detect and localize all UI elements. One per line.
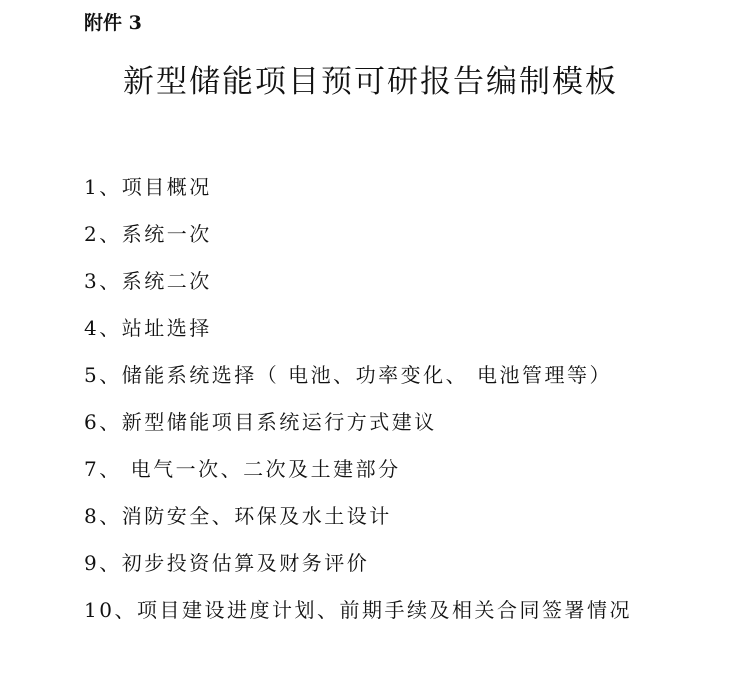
outline-item: 10、项目建设进度计划、前期手续及相关合同签署情况: [84, 598, 632, 622]
outline-item: 4、站址选择: [84, 316, 212, 340]
attachment-label: 附件 3: [84, 12, 142, 34]
outline-list: [84, 171, 632, 641]
outline-item: 7、 电气一次、二次及土建部分: [84, 457, 401, 481]
outline-item: 9、初步投资估算及财务评价: [84, 551, 370, 575]
outline-item: 3、系统二次: [84, 269, 212, 293]
outline-item: 5、储能系统选择（ 电池、功率变化、 电池管理等）: [84, 363, 612, 387]
outline-item: 6、新型储能项目系统运行方式建议: [84, 410, 437, 434]
document-title: 新型储能项目预可研报告编制模板: [123, 64, 618, 100]
outline-item: 8、消防安全、环保及水土设计: [84, 504, 392, 528]
outline-item: 2、系统一次: [84, 222, 212, 246]
outline-item: 1、项目概况: [84, 175, 212, 199]
